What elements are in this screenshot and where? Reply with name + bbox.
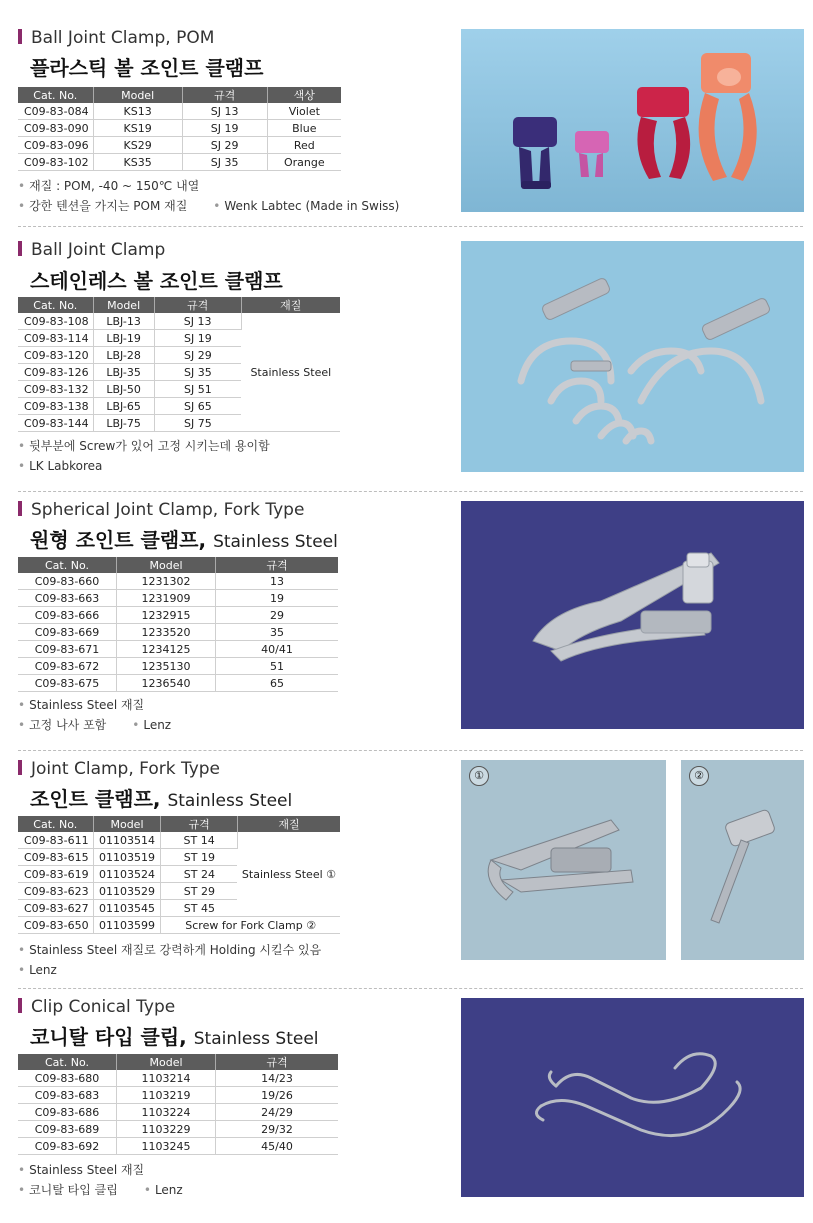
- accent-bar: [18, 241, 22, 256]
- section-divider: [18, 226, 803, 227]
- table-row: C09-83-126 LBJ-35 SJ 35: [18, 364, 340, 381]
- table-row: C09-83-084 KS13 SJ 13 Violet: [18, 103, 341, 120]
- table-row: C09-83-689 1103229 29/32: [18, 1121, 338, 1138]
- section-divider: [18, 988, 803, 989]
- section-joint-clamp-fork: [0, 754, 813, 984]
- section-title-kr: 플라스틱 볼 조인트 클램프: [30, 56, 264, 80]
- note-line: • 강한 텐션을 가지는 POM 재질 • Wenk Labtec (Made in Swiss): [18, 199, 400, 213]
- table-row: C09-83-627 01103545 ST 45: [18, 900, 340, 917]
- note-line: • Stainless Steel 재질: [18, 698, 145, 712]
- brand-name: Lenz: [29, 963, 57, 977]
- product-photo-spherical-clamp: [461, 501, 804, 729]
- table-header-row: Cat. No. Model 규격: [18, 1054, 338, 1070]
- table-row: C09-83-114 LBJ-19 SJ 19: [18, 330, 340, 347]
- table-row: C09-83-102 KS35 SJ 35 Orange: [18, 154, 341, 171]
- section-stainless-ball-joint-clamp: [0, 230, 813, 488]
- table-header-row: Cat. No. Model 규격 재질: [18, 297, 340, 313]
- table-row: C09-83-120 LBJ-28 SJ 29: [18, 347, 340, 364]
- table-row: C09-83-096 KS29 SJ 29 Red: [18, 137, 341, 154]
- table-header-row: Cat. No. Model 규격 재질: [18, 816, 340, 832]
- table-row: C09-83-108 LBJ-13 SJ 13 Stainless Steel: [18, 313, 340, 330]
- table-header-row: Cat. No. Model 규격: [18, 557, 338, 573]
- note-line: • 고정 나사 포함 • Lenz: [18, 718, 172, 732]
- notes: [18, 436, 270, 476]
- table-row: C09-83-138 LBJ-65 SJ 65: [18, 398, 340, 415]
- table-row: C09-83-660 1231302 13: [18, 573, 338, 590]
- accent-bar: [18, 29, 22, 44]
- section-title-kr: 원형 조인트 클램프, Stainless Steel: [30, 528, 338, 552]
- brand-name: Lenz: [154, 1183, 183, 1197]
- product-table: [18, 1054, 338, 1155]
- accent-bar: [18, 760, 22, 775]
- section-spherical-joint-clamp: [0, 495, 813, 747]
- table-row: C09-83-611 01103514 ST 14 Stainless Steel ①: [18, 832, 340, 849]
- section-title-kr: 스테인레스 볼 조인트 클램프: [30, 269, 283, 293]
- material-cell: Stainless Steel: [241, 313, 340, 432]
- product-table: [18, 87, 341, 171]
- note-line: • 코니탈 타입 클립 • Lenz: [18, 1183, 183, 1197]
- note-line: • LK Labkorea: [18, 459, 103, 473]
- table-row: C09-83-090 KS19 SJ 19 Blue: [18, 120, 341, 137]
- product-photo-pom-clamps: [461, 29, 804, 212]
- table-row: C09-83-692 1103245 45/40: [18, 1138, 338, 1155]
- product-photo-fork-clamp: [461, 760, 666, 960]
- section-divider: [18, 750, 803, 751]
- note-line: • Stainless Steel 재질: [18, 1163, 145, 1177]
- table-row: C09-83-619 01103524 ST 24: [18, 866, 340, 883]
- table-row: C09-83-623 01103529 ST 29: [18, 883, 340, 900]
- table-row: C09-83-666 1232915 29: [18, 607, 338, 624]
- product-photo-stainless-clamps: [461, 241, 804, 472]
- table-row: C09-83-675 1236540 65: [18, 675, 338, 692]
- notes: [18, 940, 321, 980]
- section-title-kr: 조인트 클램프, Stainless Steel: [30, 787, 293, 811]
- table-row: C09-83-683 1103219 19/26: [18, 1087, 338, 1104]
- product-photo-conical-clip: [461, 998, 804, 1197]
- notes: [18, 1160, 183, 1200]
- notes: [18, 695, 171, 735]
- section-title-en: Joint Clamp, Fork Type: [18, 759, 220, 779]
- section-title-en: Clip Conical Type: [18, 997, 175, 1017]
- note-line: • 재질 : POM, -40 ~ 150℃ 내열: [18, 179, 200, 193]
- brand-name: Lenz: [143, 718, 172, 732]
- notes: [18, 176, 399, 216]
- note-line: • Lenz: [18, 963, 57, 977]
- section-title-en: Ball Joint Clamp: [18, 240, 165, 260]
- accent-bar: [18, 501, 22, 516]
- section-title-en: Ball Joint Clamp, POM: [18, 28, 214, 48]
- table-row: C09-83-650 01103599 Screw for Fork Clamp ②: [18, 917, 340, 934]
- table-row: C09-83-132 LBJ-50 SJ 51: [18, 381, 340, 398]
- brand-name: Wenk Labtec (Made in Swiss): [224, 199, 400, 213]
- note-line: • Stainless Steel 재질로 강력하게 Holding 시킬수 있음: [18, 943, 322, 957]
- product-table: [18, 557, 338, 692]
- table-row: C09-83-686 1103224 24/29: [18, 1104, 338, 1121]
- accent-bar: [18, 998, 22, 1013]
- section-clip-conical: [0, 992, 813, 1223]
- photo-label: ②: [689, 766, 709, 786]
- table-header-row: Cat. No. Model 규격 색상: [18, 87, 341, 103]
- photo-label: ①: [469, 766, 489, 786]
- table-row: C09-83-663 1231909 19: [18, 590, 338, 607]
- table-row: C09-83-615 01103519 ST 19: [18, 849, 340, 866]
- product-table: [18, 297, 340, 432]
- product-table: [18, 816, 340, 934]
- table-row: C09-83-671 1234125 40/41: [18, 641, 338, 658]
- product-photo-screw: [681, 760, 804, 960]
- section-title-kr: 코니탈 타입 클립, Stainless Steel: [30, 1025, 319, 1049]
- note-line: • 뒷부분에 Screw가 있어 고정 시키는데 용이함: [18, 439, 270, 453]
- brand-name: LK Labkorea: [29, 459, 103, 473]
- table-row: C09-83-680 1103214 14/23: [18, 1070, 338, 1087]
- section-pom-ball-joint-clamp: [0, 0, 813, 220]
- section-title-en: Spherical Joint Clamp, Fork Type: [18, 500, 304, 520]
- material-cell: Stainless Steel ①: [237, 832, 340, 917]
- section-divider: [18, 491, 803, 492]
- table-row: C09-83-669 1233520 35: [18, 624, 338, 641]
- table-row: C09-83-672 1235130 51: [18, 658, 338, 675]
- table-row: C09-83-144 LBJ-75 SJ 75: [18, 415, 340, 432]
